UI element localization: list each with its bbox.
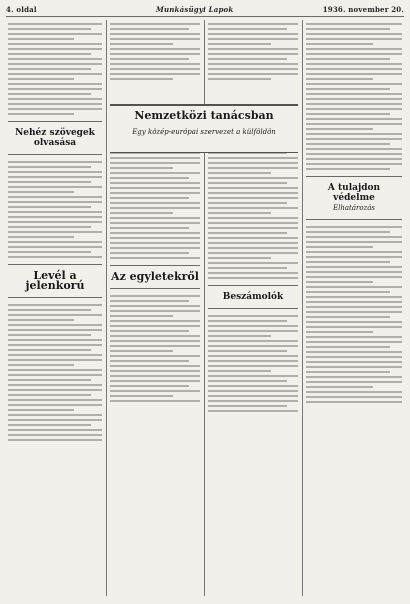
spanning-article-header [110, 104, 298, 153]
column-rule [302, 20, 303, 596]
article-headline: Levél a jelenkorú [25, 269, 85, 292]
column-1 [8, 20, 102, 596]
article-headline: Beszámolók [222, 292, 284, 302]
page-header [6, 4, 404, 17]
paper-title: Munkásügyi Lapok [156, 5, 234, 14]
issue-date: 1936. november 20. [322, 5, 404, 14]
article-headline: Az egyletekről [111, 270, 199, 283]
article-headline: A tulajdon védelme [327, 183, 381, 203]
column-4 [306, 20, 402, 596]
page-number: 4. oldal [6, 5, 37, 14]
article-deck: Egy közép-európai szervezet a külföldön [132, 128, 276, 136]
article-subhead: Elhatározás [332, 204, 376, 212]
article-headline: Nemzetközi tanácsban [134, 109, 274, 122]
column-rule [106, 20, 107, 596]
article-headline: Nehéz szövegek olvasása [15, 128, 95, 148]
